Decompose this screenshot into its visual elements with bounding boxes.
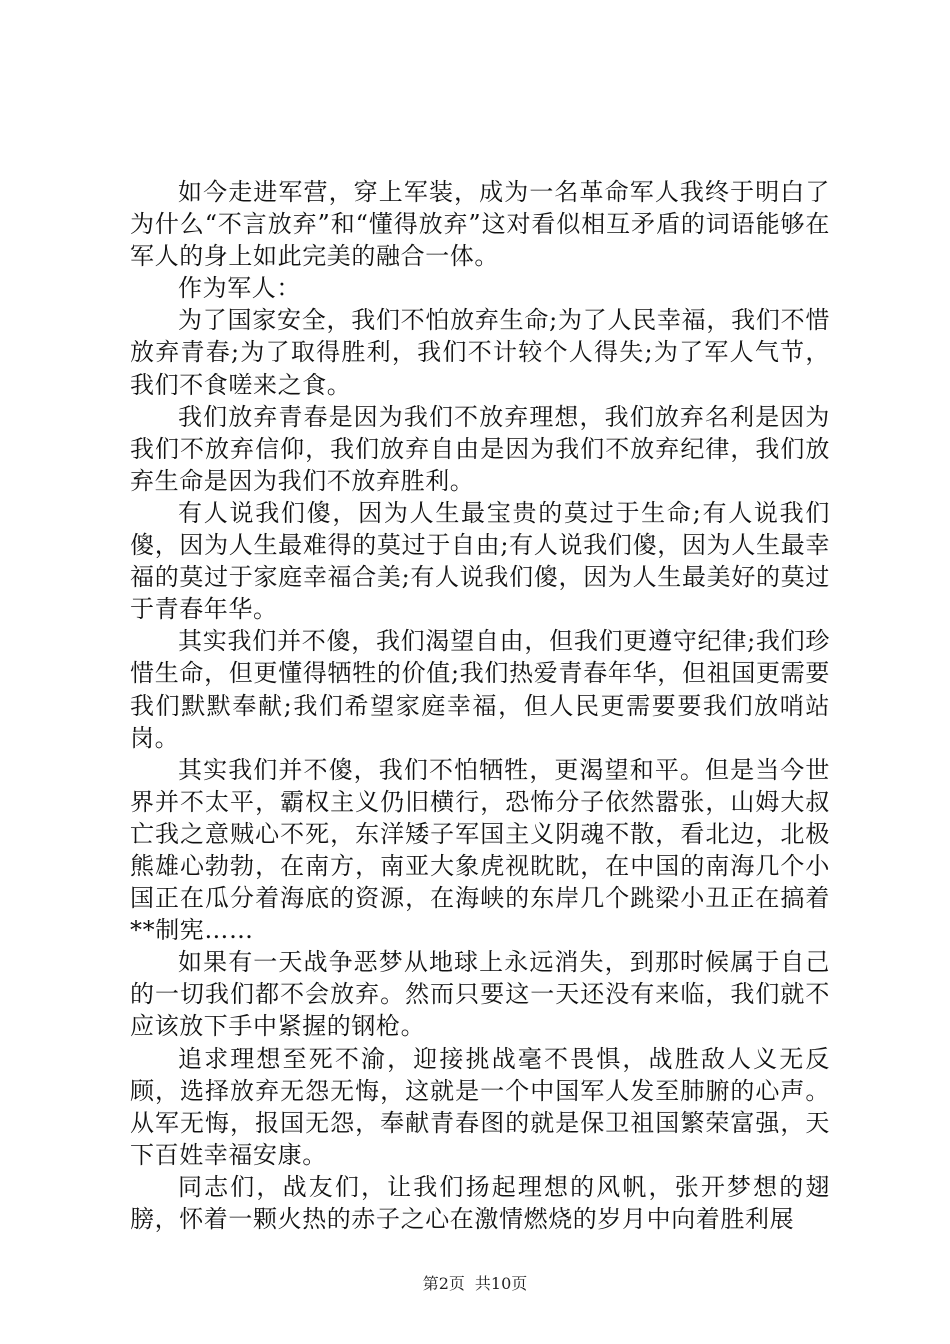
page-total: 共10页	[474, 1274, 528, 1293]
paragraph: 如果有一天战争恶梦从地球上永远消失，到那时候属于自己的一切我们都不会放弃。然而只要这一天还没有来临，我们就不应该放下手中紧握的钢枪。	[130, 948, 830, 1041]
page-footer	[0, 1274, 950, 1294]
paragraph: 为了国家安全，我们不怕放弃生命;为了人民幸福，我们不惜放弃青春;为了取得胜利，我们不计较个人得失;为了军人气节，我们不食嗟来之食。	[130, 306, 830, 399]
page-number: 第2页	[422, 1274, 465, 1293]
paragraph: 其实我们并不傻，我们渴望自由，但我们更遵守纪律;我们珍惜生命，但更懂得牺牲的价值;我们热爱青春年华，但祖国更需要我们默默奉献;我们希望家庭幸福，但人民更需要要我们放哨站岗。	[130, 627, 830, 752]
paragraph: 如今走进军营，穿上军装，成为一名革命军人我终于明白了为什么“不言放弃”和“懂得放弃”这对看似相互矛盾的词语能够在军人的身上如此完美的融合一体。	[130, 178, 830, 271]
paragraph: 我们放弃青春是因为我们不放弃理想，我们放弃名利是因为我们不放弃信仰，我们放弃自由是因为我们不放弃纪律，我们放弃生命是因为我们不放弃胜利。	[130, 402, 830, 495]
paragraph: 其实我们并不傻，我们不怕牺牲，更渴望和平。但是当今世界并不太平，霸权主义仍旧横行，恐怖分子依然嚣张，山姆大叔亡我之意贼心不死，东洋矮子军国主义阴魂不散，看北边，北极熊雄心勃勃，在南方，南亚大象虎视眈眈，在中国的南海几个小国正在瓜分着海底的资源，在海峡的东岸几个跳梁小丑正在搞着**制宪……	[130, 755, 830, 945]
paragraph: 同志们，战友们，让我们扬起理想的风帆，张开梦想的翅膀，怀着一颗火热的赤子之心在激情燃烧的岁月中向着胜利展	[130, 1172, 830, 1233]
paragraph: 有人说我们傻，因为人生最宝贵的莫过于生命;有人说我们傻，因为人生最难得的莫过于自由;有人说我们傻，因为人生最幸福的莫过于家庭幸福合美;有人说我们傻，因为人生最美好的莫过于青春年华。	[130, 498, 830, 624]
paragraph: 追求理想至死不渝，迎接挑战毫不畏惧，战胜敌人义无反顾，选择放弃无怨无悔，这就是一个中国军人发至肺腑的心声。从军无悔，报国无怨，奉献青春图的就是保卫祖国繁荣富强，天下百姓幸福安康。	[130, 1044, 830, 1169]
paragraph: 作为军人：	[178, 274, 301, 303]
body-text	[130, 176, 830, 1235]
